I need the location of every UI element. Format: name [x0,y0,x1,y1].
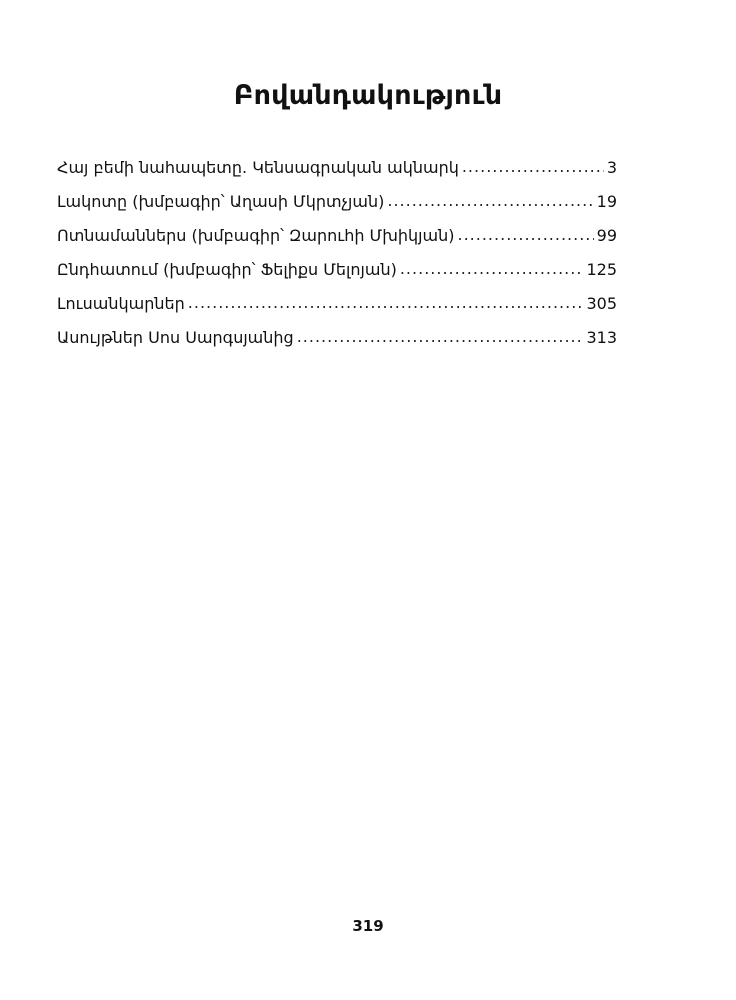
toc-entry-page: 19 [596,192,617,211]
dot-leader [297,327,584,347]
toc-entry-label: Լուսանկարներ [57,294,185,313]
toc-entry-page: 125 [586,260,617,279]
toc-entry [57,260,617,294]
toc-entry [57,192,617,226]
toc-entry-page: 99 [596,226,617,245]
toc-entry-label: Հայ բեմի նահապետը. Կենսագրական ակնարկ [57,158,459,177]
toc-entry [57,158,617,192]
toc-entry-page: 3 [606,158,617,177]
toc-entry-page: 305 [586,294,617,313]
page-title: Բովանդակություն [233,80,503,111]
toc-entry [57,226,617,260]
dot-leader [387,191,593,211]
toc-entry-label: Ոտնամաններս (խմբագիր՝ Զարուհի Մխիկյան) [57,226,455,245]
dot-leader [458,225,594,245]
dot-leader [188,293,584,313]
toc-entry-label: Լակոտը (խմբագիր՝ Աղասի Մկրտչյան) [57,192,385,211]
toc-entry-page: 313 [586,328,617,347]
toc-entry-label: Ընդհատում (խմբագիր՝ Ֆելիքս Մելոյան) [57,260,397,279]
toc-entry-label: Ասույթներ Սոս Սարգսյանից [57,328,294,347]
table-of-contents [57,158,617,362]
dot-leader [462,157,604,177]
toc-entry [57,294,617,328]
dot-leader [400,259,584,279]
page-number: 319 [352,917,384,935]
toc-entry [57,328,617,362]
